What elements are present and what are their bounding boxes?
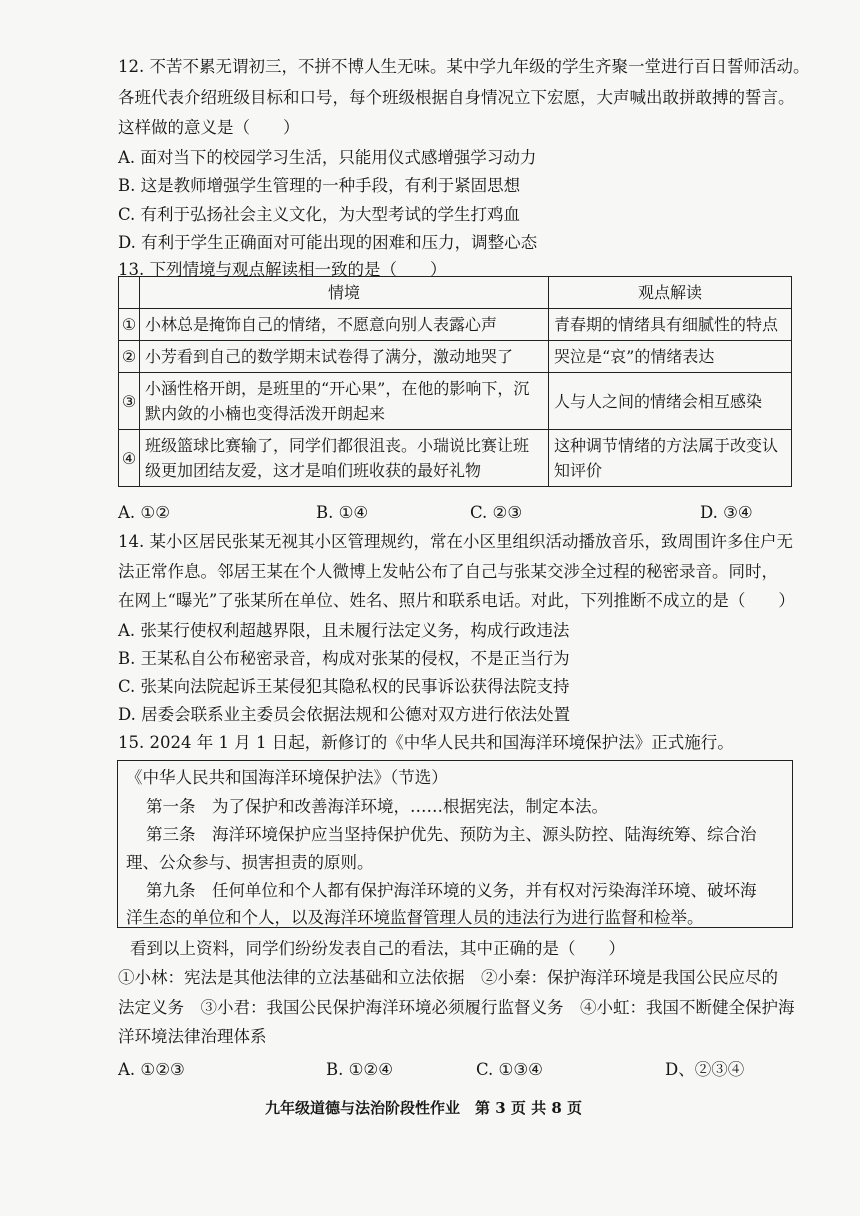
q13-table [118, 276, 792, 487]
q13-header-situation: 情境 [140, 277, 549, 309]
q15-stem: 15. 2024 年 1 月 1 日起，新修订的《中华人民共和国海洋环境保护法》正式施行。 [118, 733, 734, 752]
q15-option-b[interactable]: B. ①②④ [326, 1060, 393, 1079]
law-article-3-line-2: 理、公众参与、损害担责的原则。 [126, 853, 374, 872]
q14-stem-line-1: 14. 某小区居民张某无视其小区管理规约，常在小区里组织活动播放音乐，致周围许多住户无 [118, 532, 793, 551]
q13-table-header [119, 277, 792, 309]
law-article-1: 第一条 为了保护和改善海洋环境，……根据宪法，制定本法。 [146, 797, 608, 816]
q14-option-a[interactable]: A. 张某行使权利超越界限，且未履行法定义务，构成行政违法 [118, 621, 570, 640]
q13-stem: 13. 下列情境与观点解读相一致的是（ ） [118, 260, 447, 279]
q15-opinions-line-2: 法定义务 ③小君：我国公民保护海洋环境必须履行监督义务 ④小虹：我国不断健全保护海 [118, 998, 795, 1017]
q14-option-d[interactable]: D. 居委会联系业主委员会依据法规和公德对双方进行依法处置 [118, 705, 571, 724]
row-number: ② [119, 341, 140, 373]
q13-option-b[interactable]: B. ①④ [316, 503, 369, 522]
q15-opinions-line-1: ①小林：宪法是其他法律的立法基础和立法依据 ②小秦：保护海洋环境是我国公民应尽的 [118, 968, 778, 987]
view-cell: 哭泣是“哀”的情绪表达 [549, 341, 792, 373]
q13-header-view: 观点解读 [549, 277, 792, 309]
q13-option-a[interactable]: A. ①② [118, 503, 170, 522]
q12-stem-line-2: 各班代表介绍班级目标和口号，每个班级根据自身情况立下宏愿，大声喊出敢拼敢搏的誓言。 [118, 88, 795, 107]
q13-option-c[interactable]: C. ②③ [470, 503, 523, 522]
law-article-9-line-1: 第九条 任何单位和个人都有保护海洋环境的义务，并有权对污染海洋环境、破坏海 [146, 881, 757, 900]
q12-option-c[interactable]: C. 有利于弘扬社会主义文化，为大型考试的学生打鸡血 [118, 205, 521, 224]
table-row [119, 430, 792, 487]
q13-header-num [119, 277, 140, 309]
q12-option-b[interactable]: B. 这是教师增强学生管理的一种手段，有利于紧固思想 [118, 176, 521, 195]
row-number: ④ [119, 430, 140, 487]
q14-option-b[interactable]: B. 王某私自公布秘密录音，构成对张某的侵权，不是正当行为 [118, 649, 570, 668]
q12-option-d[interactable]: D. 有利于学生正确面对可能出现的困难和压力，调整心态 [118, 233, 538, 252]
q15-option-a[interactable]: A. ①②③ [118, 1060, 185, 1079]
q12-option-a[interactable]: A. 面对当下的校园学习生活，只能用仪式感增强学习动力 [118, 148, 537, 167]
view-cell: 人与人之间的情绪会相互感染 [549, 373, 792, 430]
law-title: 《中华人民共和国海洋环境保护法》（节选） [126, 768, 448, 787]
page-footer: 九年级道德与法治阶段性作业 第 3 页 共 8 页 [265, 1099, 582, 1117]
view-cell: 这种调节情绪的方法属于改变认知评价 [549, 430, 792, 487]
situation-cell: 小涵性格开朗，是班里的“开心果”，在他的影响下，沉默内敛的小楠也变得活泼开朗起来 [140, 373, 549, 430]
q15-option-c[interactable]: C. ①③④ [476, 1060, 543, 1079]
law-article-3-line-1: 第三条 海洋环境保护应当坚持保护优先、预防为主、源头防控、陆海统筹、综合治 [146, 825, 757, 844]
q14-stem-line-3: 在网上“曝光”了张某所在单位、姓名、照片和联系电话。对此，下列推断不成立的是（ ） [118, 591, 795, 610]
situation-cell: 班级篮球比赛输了，同学们都很沮丧。小瑞说比赛让班级更加团结友爱，这才是咱们班收获的最好礼物 [140, 430, 549, 487]
q12-stem-line-3: 这样做的意义是（ ） [118, 118, 300, 137]
q15-opinions-line-3: 洋环境法律治理体系 [118, 1027, 267, 1046]
q14-option-c[interactable]: C. 张某向法院起诉王某侵犯其隐私权的民事诉讼获得法院支持 [118, 677, 570, 696]
q14-stem-line-2: 法正常作息。邻居王某在个人微博上发帖公布了自己与张某交涉全过程的秘密录音。同时， [118, 562, 778, 581]
q15-option-d[interactable]: D、②③④ [665, 1060, 745, 1079]
row-number: ③ [119, 373, 140, 430]
situation-cell: 小芳看到自己的数学期末试卷得了满分，激动地哭了 [140, 341, 549, 373]
situation-cell: 小林总是掩饰自己的情绪，不愿意向别人表露心声 [140, 309, 549, 341]
q12-stem-line-1: 12. 不苦不累无谓初三，不拼不博人生无味。某中学九年级的学生齐聚一堂进行百日誓师活动。 [118, 57, 810, 76]
row-number: ① [119, 309, 140, 341]
table-row [119, 341, 792, 373]
view-cell: 青春期的情绪具有细腻性的特点 [549, 309, 792, 341]
q15-question: 看到以上资料，同学们纷纷发表自己的看法，其中正确的是（ ） [130, 939, 625, 958]
table-row [119, 373, 792, 430]
law-article-9-line-2: 洋生态的单位和个人，以及海洋环境监督管理人员的违法行为进行监督和检举。 [126, 908, 704, 927]
q13-option-d[interactable]: D. ③④ [700, 503, 753, 522]
table-row [119, 309, 792, 341]
